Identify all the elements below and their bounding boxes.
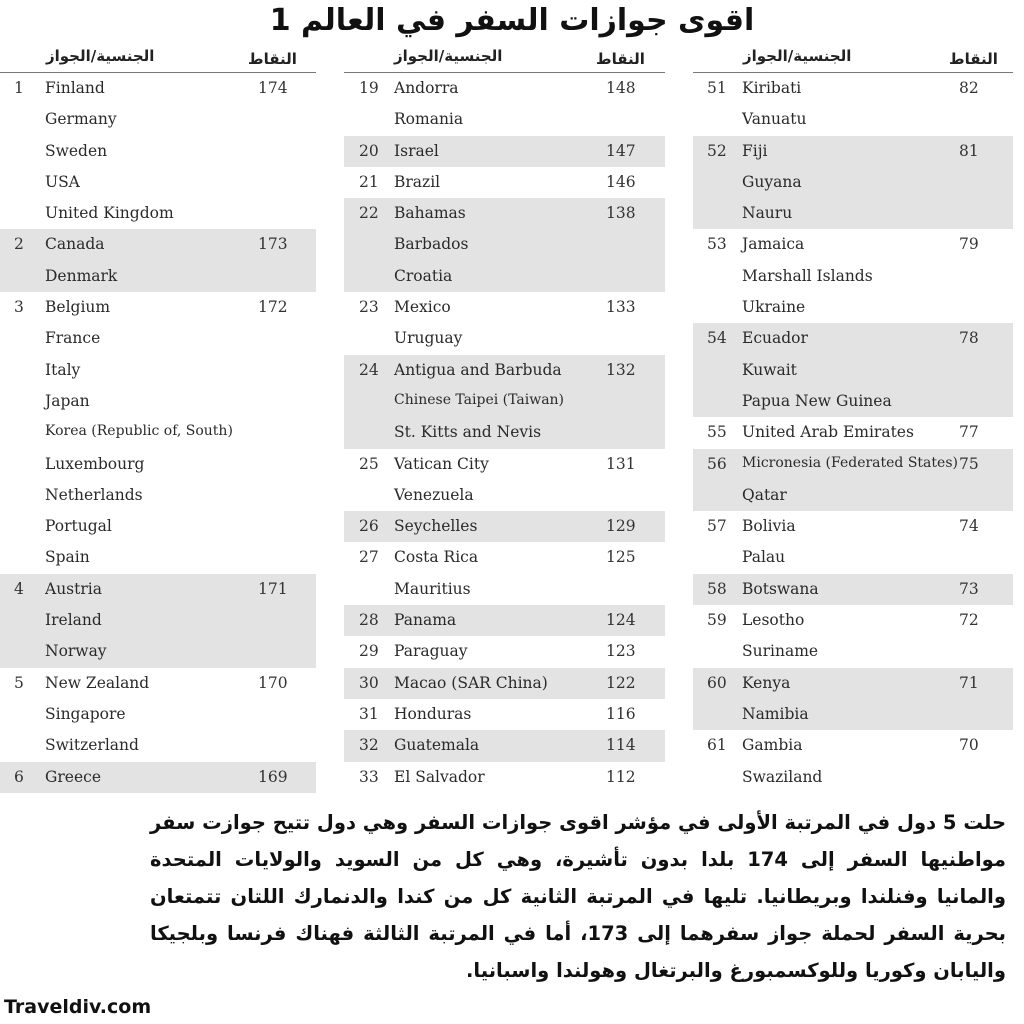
- table-row: [344, 542, 665, 573]
- rank-group-29: [344, 636, 665, 667]
- table-row: [693, 511, 1013, 542]
- rank-group-23: [344, 292, 665, 355]
- rank-group-20: [344, 136, 665, 167]
- nationality-header: الجنسية/الجواز: [743, 47, 852, 65]
- table-row: [344, 511, 665, 542]
- table-row: [0, 449, 316, 480]
- rank-number: 24: [359, 360, 379, 379]
- ranking-column-3: [693, 42, 1013, 793]
- table-row: [693, 480, 1013, 511]
- points-value: 122: [606, 673, 636, 692]
- country-name: Antigua and Barbuda: [394, 360, 562, 379]
- table-row: [693, 668, 1013, 699]
- points-value: 114: [606, 736, 636, 755]
- rank-number: 58: [707, 579, 727, 598]
- table-row: [344, 762, 665, 793]
- rank-number: 3: [14, 298, 24, 317]
- country-name: Bahamas: [394, 204, 466, 223]
- table-row: [0, 386, 316, 417]
- rank-group-21: [344, 167, 665, 198]
- country-name: Suriname: [742, 642, 819, 661]
- table-row: [693, 229, 1013, 260]
- table-row: [693, 323, 1013, 354]
- description-paragraph: حلت 5 دول في المرتبة الأولى في مؤشر اقوى جوازات السفر وهي دول تتيح جوازت سفر مواطنيها السفر إلى 174 بلدا بدون تأشيرة، وهي كل من السويد والولايات المتحدة والمانيا وفنلندا وبريطانيا. تليها في المرتبة الثانية كل من كندا والدنمارك اللتان تتمتعان بحرية السفر لحملة جواز سفرهما إلى 173، أما في المرتبة الثالثة فهناك فرنسا وبلجيكا واليابان وكوريا وللوكسمبورغ والبرتغال وهولندا واسبانيا.: [150, 811, 1006, 982]
- country-name: Panama: [394, 611, 457, 630]
- country-name: Kuwait: [742, 360, 797, 379]
- country-name: Macao (SAR China): [394, 673, 548, 692]
- points-value: 124: [606, 611, 636, 630]
- country-name: Belgium: [45, 298, 111, 317]
- rank-number: 19: [359, 79, 379, 97]
- country-name: Nauru: [742, 204, 793, 223]
- rank-group-5: [0, 668, 316, 762]
- country-name: New Zealand: [45, 673, 150, 692]
- country-name: Paraguay: [394, 642, 468, 661]
- rank-number: 27: [359, 548, 379, 567]
- country-name: France: [45, 329, 101, 348]
- country-name: United Arab Emirates: [742, 423, 914, 442]
- country-name: Singapore: [45, 704, 126, 723]
- country-name: Canada: [45, 235, 105, 254]
- rank-number: 23: [359, 298, 379, 317]
- table-row: [344, 104, 665, 135]
- points-value: 170: [258, 673, 288, 692]
- table-row: [693, 261, 1013, 292]
- table-row: [344, 636, 665, 667]
- rank-group-22: [344, 198, 665, 292]
- rank-group-1: [0, 73, 316, 229]
- column-header: [693, 42, 1013, 73]
- points-value: 173: [258, 235, 288, 254]
- rank-number: 5: [14, 673, 24, 692]
- points-value: 72: [959, 611, 979, 630]
- rank-number: 61: [707, 736, 727, 755]
- table-row: [0, 355, 316, 386]
- country-name: Micronesia (Federated States): [742, 454, 958, 471]
- country-name: Jamaica: [742, 235, 805, 254]
- points-value: 116: [606, 704, 636, 723]
- country-name: Venezuela: [394, 485, 474, 504]
- table-row: [0, 417, 316, 448]
- country-name: Korea (Republic of, South): [45, 423, 233, 440]
- country-name: Marshall Islands: [742, 266, 873, 285]
- table-row: [0, 542, 316, 573]
- country-name: St. Kitts and Nevis: [394, 423, 542, 442]
- country-name: Finland: [45, 79, 105, 97]
- country-name: Namibia: [742, 704, 809, 723]
- points-value: 174: [258, 79, 288, 97]
- table-row: [693, 355, 1013, 386]
- table-row: [693, 636, 1013, 667]
- table-row: [344, 323, 665, 354]
- table-row: [344, 699, 665, 730]
- points-value: 138: [606, 204, 636, 223]
- country-name: Gambia: [742, 736, 803, 755]
- table-row: [693, 417, 1013, 448]
- table-row: [344, 355, 665, 386]
- points-value: 129: [606, 517, 636, 536]
- table-row: [344, 449, 665, 480]
- table-row: [344, 730, 665, 761]
- table-row: [0, 323, 316, 354]
- rank-group-60: [693, 668, 1013, 731]
- table-row: [0, 730, 316, 761]
- rank-group-19: [344, 73, 665, 136]
- rank-number: 30: [359, 673, 379, 692]
- table-row: [0, 229, 316, 260]
- table-row: [344, 167, 665, 198]
- rank-group-55: [693, 417, 1013, 448]
- country-name: Sweden: [45, 141, 108, 160]
- table-row: [344, 229, 665, 260]
- table-row: [344, 386, 665, 417]
- table-row: [0, 668, 316, 699]
- rank-group-27: [344, 542, 665, 605]
- points-value: 131: [606, 454, 636, 473]
- rank-number: 6: [14, 767, 24, 786]
- points-value: 78: [959, 329, 979, 348]
- rank-number: 21: [359, 172, 379, 191]
- points-value: 147: [606, 141, 636, 160]
- rank-number: 56: [707, 454, 727, 473]
- rank-number: 52: [707, 141, 727, 160]
- column-header: [344, 42, 665, 73]
- rank-group-6: [0, 762, 316, 793]
- rank-number: 22: [359, 204, 379, 223]
- table-row: [344, 417, 665, 448]
- page-title: اقوى جوازات السفر في العالم 1: [269, 3, 755, 38]
- points-value: 70: [959, 736, 979, 755]
- country-name: Romania: [394, 110, 464, 129]
- country-name: Ukraine: [742, 298, 806, 317]
- country-name: Botswana: [742, 579, 819, 598]
- rank-number: 25: [359, 454, 379, 473]
- country-name: Italy: [45, 360, 81, 379]
- country-name: Mexico: [394, 298, 451, 317]
- rank-number: 29: [359, 642, 379, 661]
- points-value: 169: [258, 767, 288, 786]
- table-row: [693, 574, 1013, 605]
- ranking-column-1: [0, 42, 316, 793]
- country-name: Lesotho: [742, 611, 805, 630]
- rank-number: 60: [707, 673, 727, 692]
- ranking-column-2: [344, 42, 665, 793]
- table-row: [344, 261, 665, 292]
- points-value: 132: [606, 360, 636, 379]
- rank-number: 53: [707, 235, 727, 254]
- rank-number: 26: [359, 517, 379, 536]
- country-name: Ireland: [45, 611, 102, 630]
- rank-group-3: [0, 292, 316, 574]
- country-name: Chinese Taipei (Taiwan): [394, 391, 565, 408]
- nationality-header: الجنسية/الجواز: [46, 47, 155, 65]
- site-watermark: Traveldiv.com: [4, 996, 152, 1018]
- country-name: Guyana: [742, 172, 802, 191]
- country-name: USA: [45, 172, 80, 191]
- table-row: [344, 198, 665, 229]
- rank-group-51: [693, 73, 1013, 136]
- rank-group-52: [693, 136, 1013, 230]
- points-value: 112: [606, 767, 636, 786]
- country-name: Bolivia: [742, 517, 796, 536]
- country-name: Portugal: [45, 517, 112, 536]
- country-name: Fiji: [742, 141, 768, 160]
- country-name: Spain: [45, 548, 90, 567]
- table-row: [693, 73, 1013, 104]
- points-value: 75: [959, 454, 979, 473]
- rank-number: 55: [707, 423, 727, 442]
- rank-number: 31: [359, 704, 379, 723]
- country-name: Israel: [394, 141, 439, 160]
- rank-group-26: [344, 511, 665, 542]
- table-row: [693, 542, 1013, 573]
- points-value: 172: [258, 298, 288, 317]
- country-name: Netherlands: [45, 485, 143, 504]
- table-row: [0, 292, 316, 323]
- country-name: Swaziland: [742, 767, 823, 786]
- points-value: 71: [959, 673, 979, 692]
- country-name: Austria: [45, 579, 102, 598]
- points-value: 77: [959, 423, 979, 442]
- table-row: [0, 104, 316, 135]
- country-name: Brazil: [394, 172, 441, 191]
- points-header: النقاط: [596, 50, 645, 68]
- points-value: 125: [606, 548, 636, 567]
- rank-group-61: [693, 730, 1013, 793]
- rank-group-57: [693, 511, 1013, 574]
- description-panel: [0, 798, 1024, 1024]
- rank-number: 1: [14, 79, 24, 97]
- table-row: [0, 574, 316, 605]
- table-row: [0, 261, 316, 292]
- rank-group-53: [693, 229, 1013, 323]
- table-row: [693, 104, 1013, 135]
- rank-group-59: [693, 605, 1013, 668]
- table-row: [693, 167, 1013, 198]
- rank-group-31: [344, 699, 665, 730]
- points-value: 146: [606, 172, 636, 191]
- rank-number: 33: [359, 767, 379, 786]
- points-value: 79: [959, 235, 979, 254]
- table-row: [693, 292, 1013, 323]
- country-name: Uruguay: [394, 329, 463, 348]
- table-row: [0, 136, 316, 167]
- table-row: [693, 386, 1013, 417]
- table-row: [344, 668, 665, 699]
- table-row: [0, 636, 316, 667]
- nationality-header: الجنسية/الجواز: [394, 47, 503, 65]
- points-header: النقاط: [949, 50, 998, 68]
- table-row: [344, 136, 665, 167]
- country-name: Guatemala: [394, 736, 480, 755]
- rank-group-25: [344, 449, 665, 512]
- rank-number: 54: [707, 329, 727, 348]
- country-name: El Salvador: [394, 767, 485, 786]
- table-row: [0, 605, 316, 636]
- rank-group-4: [0, 574, 316, 668]
- rank-group-54: [693, 323, 1013, 417]
- country-name: Ecuador: [742, 329, 808, 348]
- table-row: [344, 73, 665, 104]
- rank-group-2: [0, 229, 316, 292]
- rank-group-56: [693, 449, 1013, 512]
- table-row: [344, 605, 665, 636]
- rank-group-33: [344, 762, 665, 793]
- rank-number: 57: [707, 517, 727, 536]
- table-row: [344, 480, 665, 511]
- table-row: [693, 136, 1013, 167]
- country-name: Honduras: [394, 704, 472, 723]
- country-name: Denmark: [45, 266, 118, 285]
- rank-number: 2: [14, 235, 24, 254]
- country-name: Barbados: [394, 235, 469, 254]
- table-row: [0, 511, 316, 542]
- country-name: United Kingdom: [45, 204, 174, 223]
- country-name: Andorra: [394, 79, 459, 97]
- column-header: [0, 42, 316, 73]
- points-value: 82: [959, 79, 979, 97]
- table-row: [0, 762, 316, 793]
- country-name: Palau: [742, 548, 786, 567]
- rank-number: 32: [359, 736, 379, 755]
- points-header: النقاط: [248, 50, 297, 68]
- rank-group-58: [693, 574, 1013, 605]
- country-name: Croatia: [394, 266, 453, 285]
- table-row: [693, 605, 1013, 636]
- country-name: Luxembourg: [45, 454, 145, 473]
- country-name: Greece: [45, 767, 101, 786]
- rank-group-28: [344, 605, 665, 636]
- country-name: Norway: [45, 642, 107, 661]
- rank-group-24: [344, 355, 665, 449]
- table-row: [344, 292, 665, 323]
- rank-number: 4: [14, 579, 24, 598]
- points-value: 148: [606, 79, 636, 97]
- table-row: [693, 699, 1013, 730]
- country-name: Japan: [45, 391, 90, 410]
- country-name: Kiribati: [742, 79, 802, 97]
- table-row: [0, 480, 316, 511]
- country-name: Costa Rica: [394, 548, 479, 567]
- country-name: Mauritius: [394, 579, 471, 598]
- rank-number: 51: [707, 79, 727, 97]
- country-name: Kenya: [742, 673, 791, 692]
- rank-group-30: [344, 668, 665, 699]
- table-row: [0, 167, 316, 198]
- table-row: [693, 730, 1013, 761]
- points-value: 123: [606, 642, 636, 661]
- country-name: Vatican City: [394, 454, 489, 473]
- rank-number: 28: [359, 611, 379, 630]
- table-row: [0, 73, 316, 104]
- points-value: 81: [959, 141, 979, 160]
- rank-number: 20: [359, 141, 379, 160]
- rank-group-32: [344, 730, 665, 761]
- country-name: Switzerland: [45, 736, 139, 755]
- table-row: [693, 762, 1013, 793]
- table-row: [693, 198, 1013, 229]
- points-value: 171: [258, 579, 288, 598]
- country-name: Germany: [45, 110, 117, 129]
- table-row: [693, 449, 1013, 480]
- points-value: 74: [959, 517, 979, 536]
- points-value: 73: [959, 579, 979, 598]
- country-name: Vanuatu: [742, 110, 807, 129]
- country-name: Papua New Guinea: [742, 391, 892, 410]
- country-name: Qatar: [742, 485, 787, 504]
- points-value: 133: [606, 298, 636, 317]
- table-row: [0, 198, 316, 229]
- table-row: [344, 574, 665, 605]
- table-row: [0, 699, 316, 730]
- rank-number: 59: [707, 611, 727, 630]
- country-name: Seychelles: [394, 517, 478, 536]
